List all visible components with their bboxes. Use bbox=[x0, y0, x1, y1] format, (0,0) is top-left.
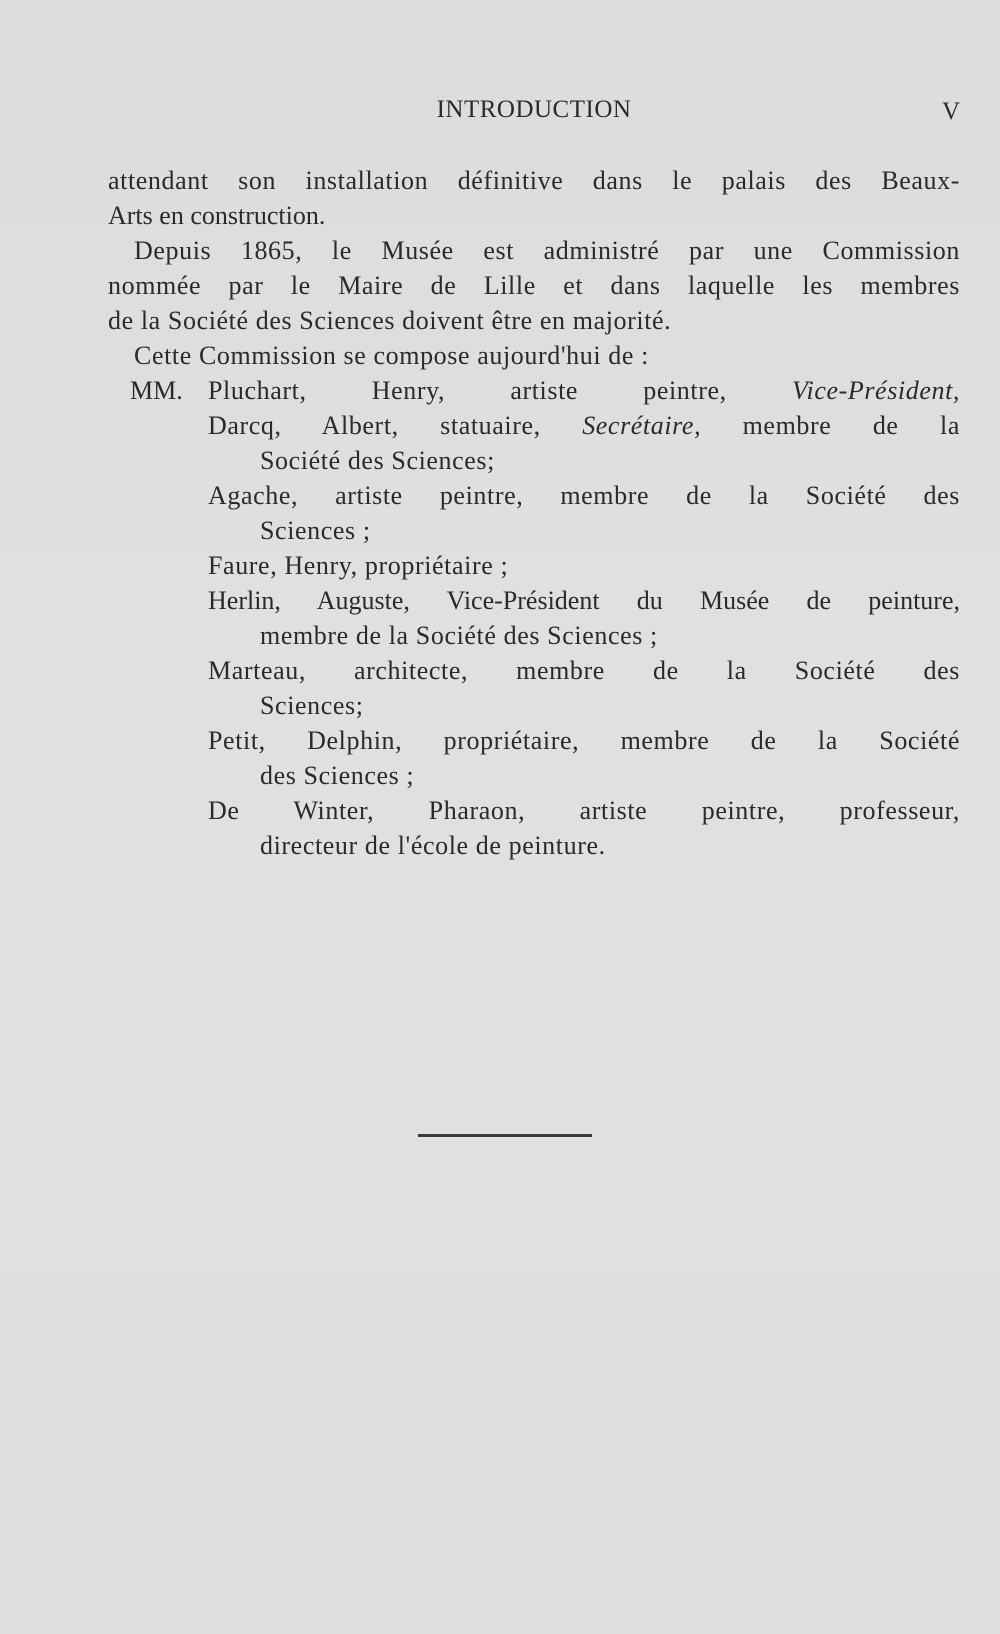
member-line: Herlin, Auguste, Vice-Président du Musée de peinture, bbox=[208, 586, 960, 615]
mm-label: MM. bbox=[130, 376, 183, 405]
member-entry: Faure, Henry, propriétaire ; bbox=[208, 551, 509, 580]
member-name: Pluchart, Henry, artiste peintre, bbox=[208, 376, 727, 405]
member-entry bbox=[108, 373, 960, 408]
page-number: V bbox=[941, 98, 960, 125]
member-line: Agache, artiste peintre, membre de la Société des bbox=[208, 481, 960, 510]
member-line: des Sciences ; bbox=[260, 761, 415, 790]
member-line: Petit, Delphin, propriétaire, membre de la Société bbox=[208, 726, 960, 755]
text-line: Depuis 1865, le Musée est administré par une Commission bbox=[134, 236, 960, 265]
text-line: nommée par le Maire de Lille et dans laquelle les membres bbox=[108, 271, 960, 300]
member-entry bbox=[108, 478, 960, 513]
member-line: De Winter, Pharaon, artiste peintre, professeur, bbox=[208, 796, 960, 825]
member-line: Sciences ; bbox=[260, 516, 371, 545]
member-entry bbox=[108, 653, 960, 688]
member-detail: membre de la bbox=[742, 411, 960, 440]
member-line bbox=[208, 408, 960, 443]
member-line: directeur de l'école de peinture. bbox=[260, 831, 606, 860]
member-line: Marteau, architecte, membre de la Société des bbox=[208, 656, 960, 685]
text-line: de la Société des Sciences doivent être en majorité. bbox=[108, 306, 672, 335]
member-line: Sciences; bbox=[260, 691, 364, 720]
body-text bbox=[108, 163, 960, 863]
member-role: Secrétaire, bbox=[582, 411, 702, 440]
running-head bbox=[108, 96, 960, 130]
member-role: Vice-Président, bbox=[791, 376, 960, 405]
text-line: Cette Commission se compose aujourd'hui de : bbox=[134, 341, 649, 370]
member-entry bbox=[108, 583, 960, 618]
closing-rule bbox=[418, 1134, 592, 1137]
member-line: Société des Sciences; bbox=[260, 446, 495, 475]
member-line bbox=[208, 373, 960, 408]
running-title: INTRODUCTION bbox=[436, 96, 632, 123]
member-entry bbox=[108, 408, 960, 443]
member-entry bbox=[108, 793, 960, 828]
text-line: Arts en construction. bbox=[108, 201, 326, 230]
member-name: Darcq, Albert, statuaire, bbox=[208, 411, 541, 440]
member-entry bbox=[108, 723, 960, 758]
member-line: membre de la Société des Sciences ; bbox=[260, 621, 658, 650]
text-line: attendant son installation définitive dans le palais des Beaux- bbox=[108, 166, 960, 195]
